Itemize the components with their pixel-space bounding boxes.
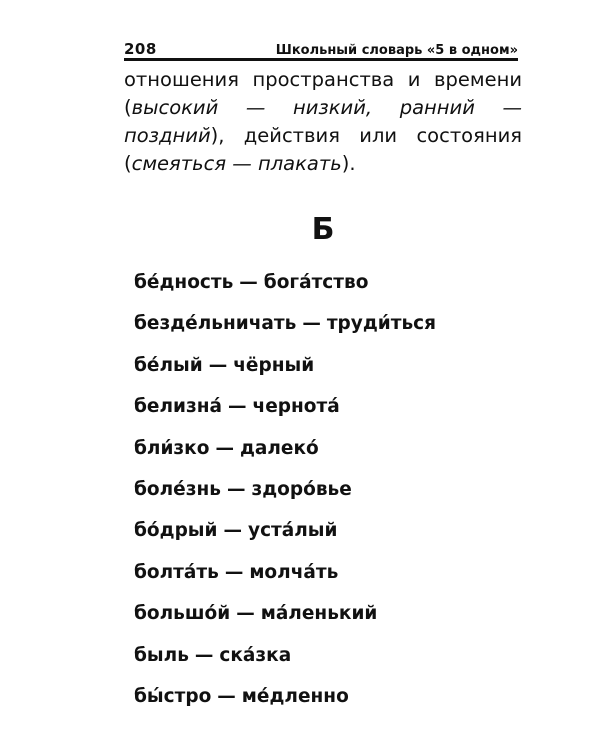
entry-antonym: чёрный (233, 354, 315, 376)
entry-word: бе́лый (134, 354, 203, 376)
page-header (124, 34, 518, 61)
entry-antonym: молча́ть (249, 561, 339, 583)
paragraph-text-2: ), действия или состояния ( (124, 124, 522, 175)
paragraph-example-2: смеяться — плакать (131, 152, 342, 175)
entry-word: быль (134, 644, 189, 666)
paragraph-text-1: отношения пространства и времени ( (124, 68, 522, 119)
entry-antonym: бога́тство (263, 272, 369, 293)
entry-word: бо́дрый (134, 520, 218, 542)
entry-antonym: далеко́ (239, 437, 319, 459)
letter-heading: Б (311, 212, 335, 247)
antonym-entry (134, 641, 514, 682)
entry-dash: — (208, 354, 228, 376)
entry-word: безде́льничать (134, 313, 297, 335)
entry-antonym: ме́дленно (241, 685, 349, 707)
running-title: Школьный словарь «5 в одном» (275, 43, 518, 58)
entry-antonym: чернота́ (252, 396, 340, 418)
entry-antonym: ска́зка (219, 644, 292, 666)
antonym-entry (134, 475, 514, 516)
page-number: 208 (124, 40, 157, 58)
antonym-entry (134, 558, 514, 599)
antonym-entry (134, 268, 514, 309)
entry-antonym: ма́ленький (260, 603, 378, 625)
entry-word: бли́зко (134, 437, 210, 459)
entry-word: бы́стро (134, 685, 212, 707)
entry-antonym: труди́ться (326, 313, 437, 335)
entry-dash: — (215, 437, 234, 459)
antonym-entry (134, 392, 514, 433)
entry-word: большо́й (134, 603, 231, 625)
entry-antonym: здоро́вье (251, 478, 352, 500)
entry-word: белизна́ (134, 396, 222, 418)
entry-dash: — (226, 478, 246, 500)
entry-dash: — (224, 561, 244, 583)
antonym-entry (134, 351, 514, 392)
entry-dash: — (228, 396, 247, 418)
entry-word: бе́дность (134, 272, 234, 293)
entry-antonym: уста́лый (248, 520, 338, 542)
entry-dash: — (239, 272, 258, 293)
antonym-entry (134, 516, 514, 557)
entry-dash: — (217, 685, 236, 707)
paragraph-example-1: высокий — низкий, ранний — поздний (124, 96, 522, 147)
entry-word: боле́знь (134, 478, 221, 500)
antonym-list (134, 268, 514, 723)
entry-dash: — (194, 644, 214, 666)
entry-dash: — (236, 603, 255, 625)
entry-dash: — (302, 313, 321, 335)
entry-word: болта́ть (134, 561, 219, 583)
antonym-entry (134, 434, 514, 475)
entry-dash: — (223, 520, 243, 542)
antonym-entry (134, 682, 514, 723)
antonym-entry (134, 309, 514, 350)
antonym-entry (134, 599, 514, 640)
paragraph-text-3: ). (341, 152, 356, 175)
intro-paragraph (124, 66, 522, 178)
